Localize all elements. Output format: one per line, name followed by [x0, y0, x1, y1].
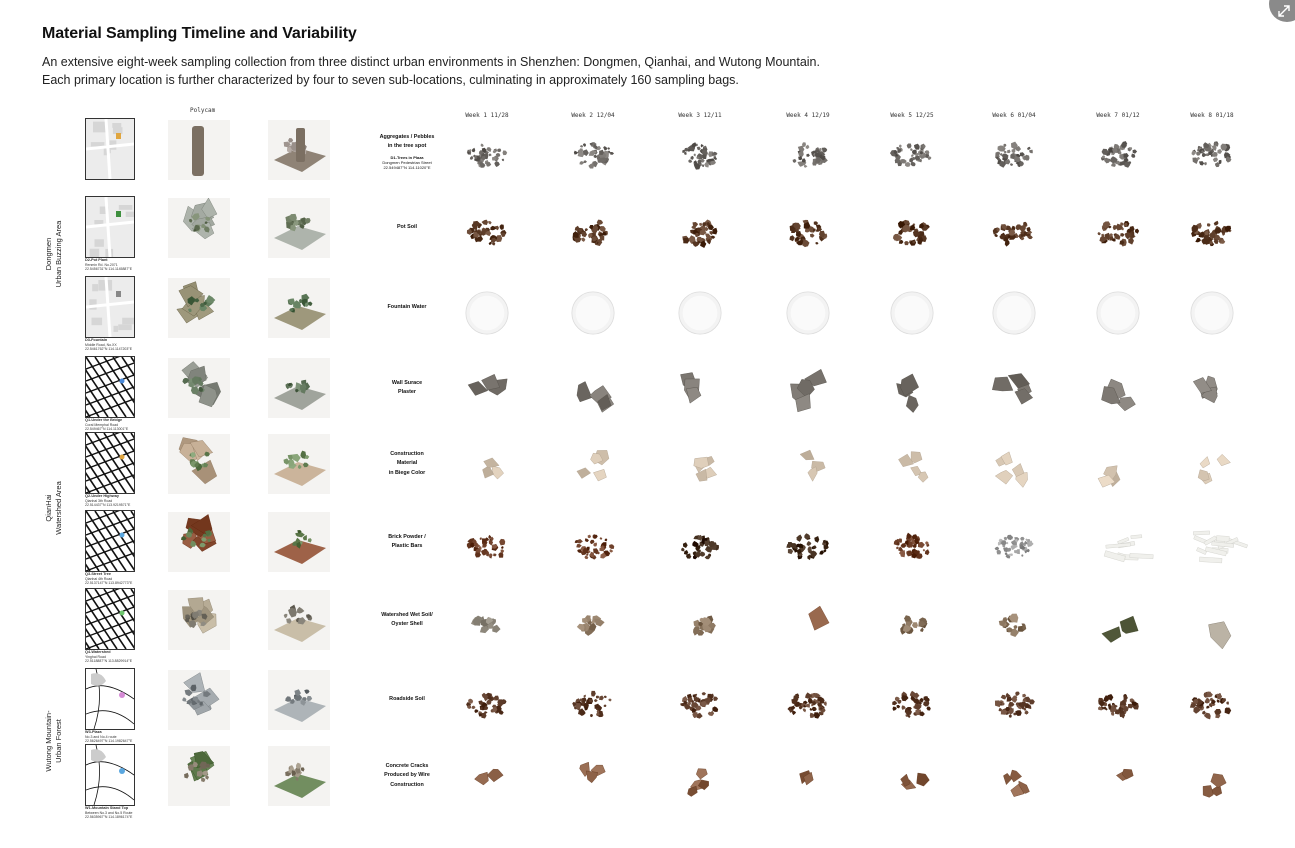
- site-name: Q4-Watershed: [85, 650, 111, 654]
- description: [42, 54, 942, 89]
- sample-photo: [1088, 680, 1148, 730]
- polycam-scan-front: [168, 434, 230, 494]
- polycam-scan-angle: [268, 198, 330, 258]
- material-name: Brick Powder / Plastic Bars: [388, 533, 426, 549]
- site-map: [85, 118, 135, 180]
- sample-photo: [1182, 756, 1242, 806]
- site-name: Q3-Street Tree: [85, 572, 111, 576]
- site-map: [85, 196, 135, 258]
- material-name: Aggregates / Pebbles in the tree spot: [379, 133, 435, 149]
- material-label: [368, 611, 446, 630]
- site-map-graphic: [86, 357, 134, 417]
- site-map-graphic: [86, 119, 134, 179]
- sample-photo: [670, 522, 730, 572]
- sample-photo: [984, 288, 1044, 338]
- material-site-detail: Dongmen Pedestrian Street: [382, 159, 432, 165]
- site-map: [85, 744, 135, 806]
- material-label: [368, 133, 446, 170]
- site-coords: 22.514437°N 113.9219571°E: [85, 503, 131, 507]
- sample-photo: [457, 600, 517, 650]
- sample-photo: [1182, 368, 1242, 418]
- site-coords: 22.5635967°N 114.1896174°E: [85, 815, 133, 819]
- sample-photo: [457, 522, 517, 572]
- site-caption: [85, 650, 155, 664]
- sample-photo: [778, 130, 838, 180]
- site-coords: 22.5137147°N 113.8942773°E: [85, 581, 133, 585]
- polycam-scan-front: [168, 358, 230, 418]
- material-name: Fountain Water: [387, 304, 427, 311]
- sample-photo: [882, 130, 942, 180]
- sample-photo: [457, 288, 517, 338]
- polycam-scan-front: [168, 746, 230, 806]
- sample-photo: [457, 756, 517, 806]
- area-label-dongmen: Dongmen Urban Buzzing Area: [44, 220, 63, 288]
- sample-photo: [670, 600, 730, 650]
- sample-photo: [563, 600, 623, 650]
- scan-graphic: [168, 434, 230, 494]
- polycam-scan-front: [168, 198, 230, 258]
- sample-photo: [984, 600, 1044, 650]
- sample-photo: [670, 368, 730, 418]
- sample-photo: [563, 444, 623, 494]
- site-caption: [85, 338, 155, 352]
- sample-photo: [1182, 288, 1242, 338]
- material-label: [368, 695, 446, 705]
- site-caption: [85, 806, 155, 820]
- sample-photo: [1088, 368, 1148, 418]
- material-name: Wall Surace Plaster: [391, 379, 423, 395]
- sample-photo: [670, 288, 730, 338]
- sample-photo: [563, 756, 623, 806]
- site-detail: Between No.3 and No.5 Route: [85, 810, 133, 815]
- sample-photo: [778, 444, 838, 494]
- material-label: [368, 450, 446, 479]
- site-name: D3-Fountain: [85, 338, 108, 342]
- site-detail: Qianhai 4th Road: [85, 576, 113, 581]
- site-map: [85, 510, 135, 572]
- sample-photo: [984, 680, 1044, 730]
- scan-graphic: [168, 120, 230, 180]
- material-name: Roadside Soil: [389, 696, 425, 703]
- site-caption: [85, 418, 155, 432]
- sample-photo: [778, 680, 838, 730]
- scan-graphic: [268, 746, 330, 806]
- sample-photo: [882, 680, 942, 730]
- sample-photo: [563, 130, 623, 180]
- sample-photo: [670, 444, 730, 494]
- sample-photo: [882, 522, 942, 572]
- site-detail: Renmin Rd. No.2071: [85, 262, 118, 267]
- sample-photo: [1088, 208, 1148, 258]
- site-map-graphic: [86, 433, 134, 493]
- material-label: [368, 762, 446, 791]
- scan-graphic: [168, 670, 230, 730]
- sample-photo: [1088, 130, 1148, 180]
- page-title: Material Sampling Timeline and Variability: [42, 25, 357, 42]
- sample-photo: [882, 756, 942, 806]
- description-line-2: Each primary location is further characterized by four to seven sub-locations, culminating in approximately 160 sampling bags.: [42, 72, 739, 87]
- polycam-scan-front: [168, 670, 230, 730]
- sample-photo: [1088, 444, 1148, 494]
- scan-graphic: [168, 512, 230, 572]
- sample-photo: [1088, 288, 1148, 338]
- site-detail: Qianhai 3th Road: [85, 498, 113, 503]
- sample-photo: [778, 368, 838, 418]
- site-coords: 22.5626497°N 114.1982647°E: [85, 739, 133, 743]
- description-line-1: An extensive eight-week sampling collection from three distinct urban environments in Shenzhen: Dongmen, Qianhai, and Wutong Mountain.: [42, 55, 820, 69]
- expand-button[interactable]: [1269, 0, 1295, 22]
- area-label-qianhai: QianHai Watershed Area: [44, 481, 63, 535]
- sample-photo: [984, 444, 1044, 494]
- scan-graphic: [268, 358, 330, 418]
- site-map-graphic: [86, 669, 134, 729]
- week-header: Week 3 12/11: [678, 112, 722, 119]
- sample-photo: [1088, 756, 1148, 806]
- site-name: Q1-Under the Bridge: [85, 418, 123, 422]
- polycam-scan-angle: [268, 358, 330, 418]
- sample-photo: [457, 444, 517, 494]
- sample-photo: [670, 208, 730, 258]
- scan-graphic: [268, 198, 330, 258]
- polycam-scan-angle: [268, 670, 330, 730]
- week-header: Week 1 11/28: [465, 112, 509, 119]
- scan-graphic: [268, 512, 330, 572]
- sample-photo: [984, 208, 1044, 258]
- sample-photo: [984, 368, 1044, 418]
- site-map: [85, 432, 135, 494]
- material-label: [368, 303, 446, 313]
- site-coords: 22.5461762°N 114.1147203°E: [85, 347, 133, 351]
- site-map-graphic: [86, 197, 134, 257]
- sample-photo: [457, 368, 517, 418]
- sample-photo: [882, 368, 942, 418]
- polycam-scan-front: [168, 590, 230, 650]
- sample-photo: [1182, 680, 1242, 730]
- sample-photo: [984, 522, 1044, 572]
- scan-graphic: [268, 434, 330, 494]
- site-map: [85, 356, 135, 418]
- week-header: Week 4 12/19: [786, 112, 830, 119]
- site-caption: [85, 572, 155, 586]
- site-coords: 22.5118887°N 113.8829914°E: [85, 659, 133, 663]
- sample-photo: [457, 680, 517, 730]
- polycam-scan-angle: [268, 746, 330, 806]
- polycam-scan-angle: [268, 120, 330, 180]
- sample-photo: [882, 600, 942, 650]
- week-header: Week 6 01/04: [992, 112, 1036, 119]
- material-name: Watershed Wet Soil/ Oyster Shell: [381, 611, 433, 627]
- site-map: [85, 588, 135, 650]
- site-name: Q2-Under Highway: [85, 494, 119, 498]
- sample-photo: [778, 288, 838, 338]
- sample-photo: [984, 130, 1044, 180]
- material-site-name: D1-Trees in Plaza: [390, 154, 424, 160]
- scan-graphic: [168, 278, 230, 338]
- material-site: [368, 155, 446, 170]
- polycam-scan-front: [168, 512, 230, 572]
- sample-photo: [778, 208, 838, 258]
- site-detail: No.3 and No.4 route: [85, 734, 117, 739]
- sample-photo: [563, 208, 623, 258]
- site-name: W3-Plaza: [85, 730, 102, 734]
- scan-graphic: [168, 198, 230, 258]
- scan-graphic: [168, 590, 230, 650]
- week-header: Week 7 01/12: [1096, 112, 1140, 119]
- sample-photo: [670, 680, 730, 730]
- sample-photo: [1182, 130, 1242, 180]
- sample-photo: [1088, 600, 1148, 650]
- site-detail: Coral Memphal Road: [85, 422, 119, 427]
- sample-photo: [1182, 444, 1242, 494]
- polycam-scan-angle: [268, 278, 330, 338]
- sample-photo: [563, 368, 623, 418]
- polycam-label: Polycam: [190, 107, 216, 114]
- sample-photo: [1182, 600, 1242, 650]
- scan-graphic: [268, 278, 330, 338]
- sample-photo: [670, 130, 730, 180]
- scan-graphic: [168, 358, 230, 418]
- area-label-wutong: Wutong Mountain- Urban Forest: [44, 710, 63, 772]
- sample-photo: [1182, 208, 1242, 258]
- site-caption: [85, 258, 155, 272]
- site-coords: 22.549467°N 114.113001°E: [85, 427, 129, 431]
- site-caption: [85, 730, 155, 744]
- material-name: Pot Soil: [396, 224, 418, 231]
- material-label: [368, 223, 446, 233]
- sample-photo: [882, 208, 942, 258]
- site-map-graphic: [86, 745, 134, 805]
- site-map: [85, 276, 135, 338]
- sample-photo: [563, 288, 623, 338]
- polycam-scan-angle: [268, 434, 330, 494]
- material-label: [368, 533, 446, 552]
- week-header: Week 2 12/04: [571, 112, 615, 119]
- sample-photo: [984, 756, 1044, 806]
- site-map-graphic: [86, 277, 134, 337]
- polycam-scan-angle: [268, 512, 330, 572]
- site-name: D2-Pot Plant: [85, 258, 108, 262]
- sample-photo: [563, 680, 623, 730]
- scan-graphic: [168, 746, 230, 806]
- material-name: Construction Material in Biege Color: [388, 450, 426, 476]
- material-name: Concrete Cracks Produced by Wire Construction: [384, 762, 430, 788]
- site-map-graphic: [86, 589, 134, 649]
- site-caption: [85, 494, 155, 508]
- scan-graphic: [268, 120, 330, 180]
- sample-photo: [1182, 522, 1242, 572]
- scan-graphic: [268, 590, 330, 650]
- scan-graphic: [268, 670, 330, 730]
- site-detail: Middle Road, No.XX: [85, 342, 117, 347]
- sample-photo: [882, 444, 942, 494]
- sample-photo: [563, 522, 623, 572]
- polycam-scan-front: [168, 278, 230, 338]
- polycam-scan-front: [168, 120, 230, 180]
- site-detail: Yinghai Road: [85, 654, 106, 659]
- sample-photo: [457, 130, 517, 180]
- sample-photo: [778, 522, 838, 572]
- sample-photo: [882, 288, 942, 338]
- site-name: W1-Mountain Stand Top: [85, 806, 129, 810]
- week-header: Week 5 12/25: [890, 112, 934, 119]
- material-label: [368, 379, 446, 398]
- site-coords: 22.5456731°N 114.1145887°E: [85, 267, 133, 271]
- material-site-coords: 22.549487°N 114.11020°E: [383, 164, 431, 170]
- sample-photo: [670, 756, 730, 806]
- expand-icon: [1277, 4, 1291, 18]
- week-header: Week 8 01/18: [1190, 112, 1234, 119]
- site-map: [85, 668, 135, 730]
- sample-photo: [778, 756, 838, 806]
- polycam-scan-angle: [268, 590, 330, 650]
- site-map-graphic: [86, 511, 134, 571]
- sample-photo: [778, 600, 838, 650]
- sample-photo: [457, 208, 517, 258]
- sample-photo: [1088, 522, 1148, 572]
